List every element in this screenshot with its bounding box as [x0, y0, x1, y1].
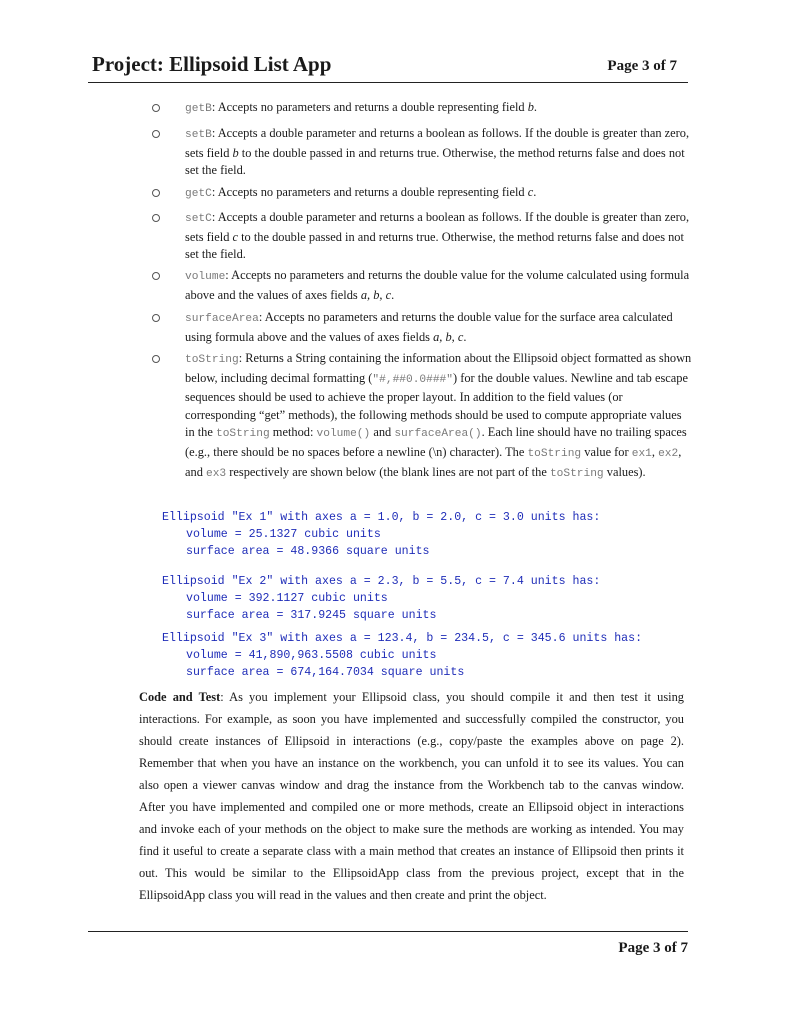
section-heading: Code and Test: [139, 690, 221, 704]
bullet-circle-icon: [152, 272, 160, 280]
field-name: b: [232, 145, 239, 160]
method-name: toString: [185, 354, 239, 366]
format-pattern: "#,##0.0###": [372, 373, 453, 386]
example-line: surface area = 317.9245 square units: [186, 609, 437, 623]
code-ref: ex3: [206, 467, 227, 480]
field-name: c: [527, 185, 534, 199]
bullet-circle-icon: [152, 214, 160, 222]
method-name: volume: [185, 271, 226, 283]
example-line: Ellipsoid "Ex 3" with axes a = 123.4, b = 234.5, c = 345.6 units has:: [162, 632, 643, 645]
bullet-circle-icon: [152, 189, 160, 197]
field-names: a, b, c: [433, 329, 464, 344]
method-item-toString: toString: Returns a String containing the information about the Ellipsoid object formatted as shown below, including decimal formatting ("#,##0.0###") for the double values. Newline and tab escape sequences should be used to achieve the proper layout. In addition to the field values (or corresponding “get” methods), the following methods should be used to compute appropriate values in the toString method: volume() and surfaceArea(). Each line should have no trailing spaces (e.g., there should be no spaces before a newline (\n) character). The toString value for ex1, ex2, and ex3 respectively are shown below (the blank lines are not part of the toString values).: [152, 350, 692, 483]
method-description: : Accepts a double parameter and returns a boolean as follows. If the double is greater than zero, sets field: [185, 210, 690, 244]
example-output-2: [162, 573, 600, 625]
method-description: : Accepts no parameters and returns the double value for the surface area calculated using formula above and the values of axes fields: [185, 310, 673, 344]
example-line: volume = 41,890,963.5508 cubic units: [186, 649, 437, 663]
field-names: a, b, c: [360, 287, 392, 302]
field-name: b: [527, 100, 534, 114]
method-name: getB: [185, 103, 212, 115]
example-line: volume = 392.1127 cubic units: [186, 592, 388, 606]
method-item-setB: [152, 125, 692, 180]
code-ref: surfaceArea(): [394, 428, 482, 441]
code-ref: volume(): [316, 428, 371, 441]
example-output-1: [162, 509, 600, 561]
method-item-surfaceArea: surfaceArea: Accepts no parameters and returns the double value for the surface area calculated using formula above and the values of axes fields a, b, c.: [152, 309, 692, 346]
example-line: volume = 25.1327 cubic units: [186, 528, 381, 542]
paragraph-text: : As you implement your Ellipsoid class, you should compile it and then test it using interactions. For example, as soon you have implemented and successfully compiled the constructor, you should create instances of Ellipsoid in interactions (e.g., copy/paste the examples above on page 2). Remember that when you have an instance on the workbench, you can unfold it to see its values. You can also open a viewer canvas window and drag the instance from the Workbench tab to the canvas window. After you have implemented and compiled one or more methods, create an Ellipsoid object in interactions and invoke each of your methods on the object to make sure the methods are working as intended. You may find it useful to create a separate class with a main method that creates an instance of Ellipsoid then prints it out. This would be similar to the EllipsoidApp class from the previous project, except that in the EllipsoidApp class you will read in the values and then create and print the object.: [139, 690, 685, 902]
code-ref: ex2: [658, 447, 679, 460]
method-item-volume: volume: Accepts no parameters and returns the double value for the volume calculated using formula above and the values of axes fields a, b, c.: [152, 267, 692, 304]
bullet-circle-icon: [152, 314, 160, 322]
method-item-setC: [152, 209, 692, 264]
footer-page-number: Page 3 of 7: [618, 940, 688, 956]
code-and-test-paragraph: [139, 686, 684, 906]
bullet-circle-icon: [152, 130, 160, 138]
example-line: surface area = 674,164.7034 square units: [186, 666, 465, 680]
method-description: : Accepts no parameters and returns a double representing field: [211, 100, 528, 114]
method-name: setB: [185, 129, 212, 141]
code-ref: toString: [549, 467, 604, 480]
method-item-getB: getB: Accepts no parameters and returns a double representing field b.: [152, 99, 692, 119]
method-description-cont: to the double passed in and returns true. Otherwise, the method returns false and does not set the field.: [185, 229, 684, 262]
example-line: Ellipsoid "Ex 2" with axes a = 2.3, b = 5.5, c = 7.4 units has:: [162, 575, 601, 588]
method-description: : Accepts no parameters and returns the double value for the volume calculated using formula above and the values of axes fields: [185, 268, 690, 302]
code-ref: ex1: [631, 447, 652, 460]
project-title: Project: Ellipsoid List App: [92, 52, 332, 76]
field-name: c: [232, 229, 238, 244]
code-ref: toString: [215, 428, 270, 441]
code-ref: toString: [527, 447, 582, 460]
bullet-circle-icon: [152, 104, 160, 112]
method-description-cont: to the double passed in and returns true. Otherwise, the method returns false and does not set the field.: [185, 145, 685, 178]
example-line: surface area = 48.9366 square units: [186, 545, 430, 559]
method-description: : Accepts no parameters and returns a double representing field: [211, 185, 528, 199]
method-name: setC: [185, 213, 212, 225]
method-description: : Accepts a double parameter and returns a boolean as follows. If the double is greater than zero, sets field: [185, 126, 690, 160]
example-line: Ellipsoid "Ex 1" with axes a = 1.0, b = 2.0, c = 3.0 units has:: [162, 511, 601, 524]
method-name: getC: [185, 188, 212, 200]
method-name: surfaceArea: [185, 313, 259, 325]
example-output-3: [162, 630, 642, 682]
footer-divider: [88, 931, 688, 932]
header-page-number: Page 3 of 7: [607, 58, 677, 74]
method-item-getC: getC: Accepts no parameters and returns a double representing field c.: [152, 184, 692, 204]
bullet-circle-icon: [152, 355, 160, 363]
